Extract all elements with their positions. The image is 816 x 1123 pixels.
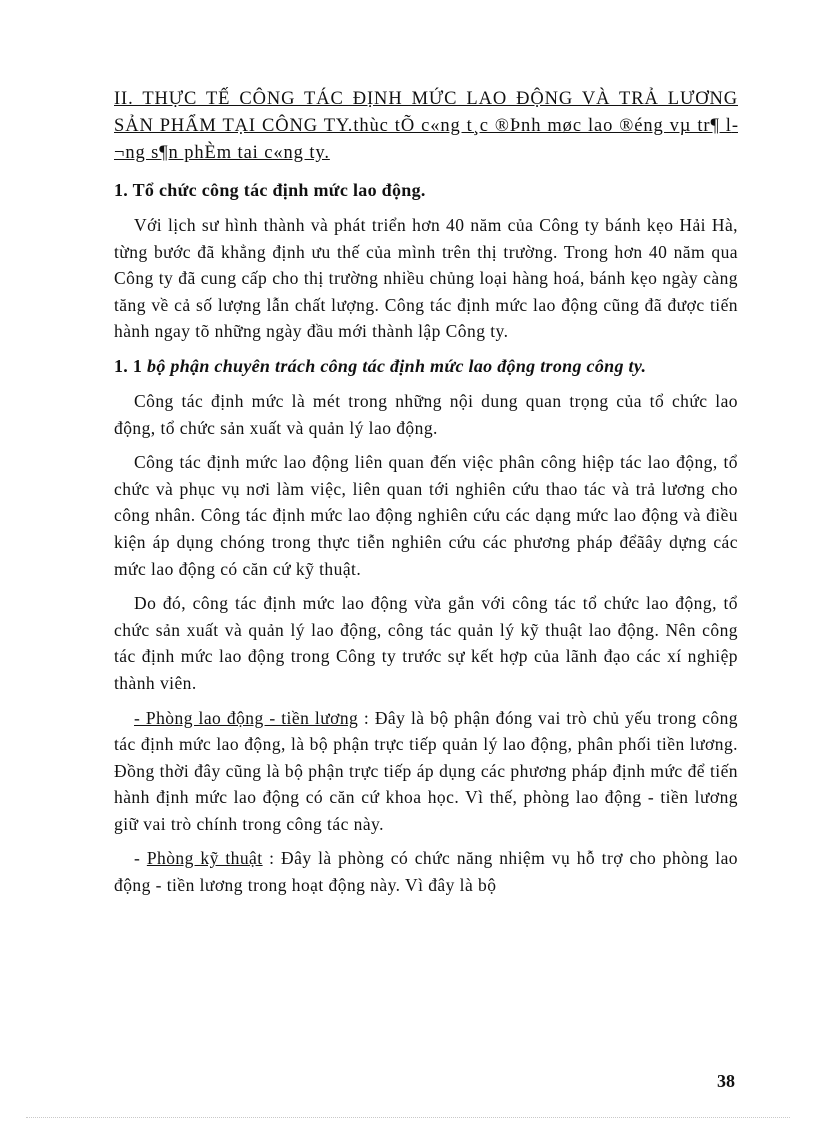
page-number: 38 (717, 1071, 735, 1091)
paragraph-6-body: : Đây là phòng có chức năng nhiệm vụ hỗ trợ cho phòng lao động - tiền lương trong hoạt động này. Vì đây là bộ (114, 848, 738, 896)
paragraph-5 (114, 705, 738, 838)
document-page (114, 86, 738, 907)
paragraph-2: Công tác định mức là mét trong những nội dung quan trọng của tổ chức lao động, tổ chức sản xuất và quản lý lao động. (114, 390, 738, 438)
paragraph-1: Với lịch sư hình thành và phát triển hơn 40 năm của Công ty bánh kẹo Hải Hà, từng bước đã khẳng định ưu thế của mình trên thị trường. Trong hơn 40 năm qua Công ty đã cung cấp cho thị trường nhiều chủng loại hàng hoá, bánh kẹo ngày càng tăng về cả số lượng lẫn chất lượng. Công tác định mức lao động cũng đã được tiến hành ngay tõ những ngày đầu mới thành lập Công ty. (114, 215, 738, 342)
subheading-1-1-number: 1. 1 (114, 355, 143, 376)
footer-divider (26, 1117, 790, 1118)
paragraph-6 (114, 845, 738, 898)
paragraph-6-lead: Phòng kỹ thuật (146, 848, 263, 869)
section-heading: II. THỰC TẾ CÔNG TÁC ĐỊNH MỨC LAO ĐỘNG VÀ TRẢ LƯƠNG SẢN PHẨM TẠI CÔNG TY.thùc tÕ c«ng t¸c ®Þnh møc lao ®éng vµ tr¶ l¬ng s¶n phÈm tai c«ng ty. (114, 89, 738, 163)
paragraph-5-body: : Đây là bộ phận đóng vai trò chủ yếu trong công tác định mức lao động, là bộ phận trực tiếp quản lý lao động, phân phối tiền lương. Đồng thời đây cũng là bộ phận trực tiếp áp dụng các phương pháp định mức để tiến hành định mức lao động có căn cứ khoa học. Vì thế, phòng lao động - tiền lương giữ vai trò chính trong công tác này. (114, 707, 738, 834)
subheading-1-1-title: bộ phận chuyên trách công tác định mức lao động trong công ty. (147, 355, 647, 376)
subheading-1-1 (114, 353, 738, 380)
paragraph-5-lead: - Phòng lao động - tiền lương (134, 707, 359, 728)
subheading-1: 1. Tổ chức công tác định mức lao động. (114, 180, 426, 200)
paragraph-6-prefix: - (134, 848, 147, 869)
paragraph-3: Công tác định mức lao động liên quan đến việc phân công hiệp tác lao động, tổ chức và phục vụ nơi làm việc, liên quan tới nghiên cứu thao tác và trả lương cho công nhân. Công tác định mức lao động nghiên cứu các dạng mức lao động và điều kiện áp dụng chóng trong thực tiễn nghiên cứu các phương pháp đểãây dựng các mức lao động có căn cứ kỹ thuật. (114, 452, 738, 579)
paragraph-4: Do đó, công tác định mức lao động vừa gắn với công tác tổ chức lao động, tổ chức sản xuất và quản lý lao động, công tác quản lý kỹ thuật lao động. Nên công tác định mức lao động trong Công ty trước sự kết hợp của lãnh đạo các xí nghiệp thành viên. (114, 593, 738, 693)
